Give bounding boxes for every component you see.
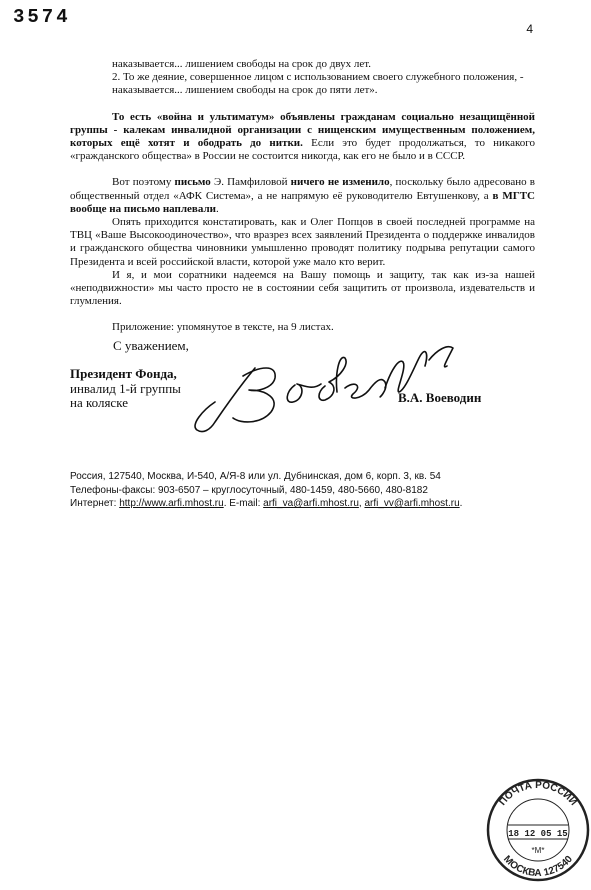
author-title: Президент Фонда, [70, 366, 177, 381]
handwritten-signature [185, 330, 475, 435]
footer-address: Россия, 127540, Москва, И-540, А/Я-8 или ул. Дубнинская, дом 6, корп. 3, кв. 54 [70, 471, 441, 482]
closing-regards: С уважением, [113, 338, 189, 353]
quote-line-3: наказывается... лишением свободы на срок до пяти лет». [112, 84, 378, 97]
author-line-2: инвалид 1-й группы [70, 380, 181, 396]
quote-line-2: 2. То же деяние, совершенное лицом с использованием своего служебного положения, - [112, 71, 524, 84]
svg-text:МОСКВА 127540 [501, 854, 575, 879]
stamp-center-mark: *М* [531, 846, 545, 855]
letter-body [70, 58, 535, 335]
paragraph-poptsov: Опять приходится констатировать, как и Олег Попцов в своей последней программе на ТВЦ «Ваше Высокоодиночество», что вразрез всех заявлений Президента о поддержке инвалидов и гражданского общества чиновники умышленно проводят политику подрыва репутации самого Президента и всей российской власти, которой уже мало кто верит. [70, 216, 535, 268]
quote-line-1: наказывается... лишением свободы на срок до двух лет. [112, 58, 371, 70]
page-number: 3574 [13, 6, 71, 28]
paragraph-pamfilova-letter: Вот поэтому письмо Э. Памфиловой ничего не изменило, поскольку было адресовано в общественный отдел «АФК Система», а не напрямую её руководителю Евтушенкову, а в МГТС вообще на письмо наплевали. [70, 176, 536, 215]
stamp-date: 18 12 05 15 [508, 829, 568, 839]
footer-phones: Телефоны-факсы: 903-6507 – круглосуточный, 480-1459, 480-5660, 480-8182 [70, 484, 428, 496]
stamp-bottom-text: МОСКВА 127540 [501, 853, 575, 880]
paragraph-help-request: И я, и мои соратники надеемся на Вашу помощь и защиту, так как из-за нашей «неподвижности» мы часто просто не в состоянии себя защитить от произвола, издевательств и глумления. [70, 268, 535, 308]
attachment-note: Приложение: упомянутое в тексте, на 9 листах. [112, 321, 334, 334]
author-block [70, 367, 181, 411]
paragraph-war-ultimatum: То есть «война и ультиматум» объявлены гражданам социально незащищённой группы - калекам инвалидной организации с нищенским имущественным положением, которых ещё хотят и ободрать до нитки. Если это будет продолжаться, то никакого «гражданского общества» в России не состоится никогда, как его не было и в СССР. [70, 110, 535, 163]
sheet-number: 4 [526, 22, 533, 36]
footer-internet: Интернет: http://www.arfi.mhost.ru. E-mail: arfi_va@arfi.mhost.ru, arfi_vv@arfi.mhost.ru. [70, 498, 463, 509]
postal-stamp [482, 770, 591, 882]
email-link-1[interactable]: arfi_va@arfi.mhost.ru [263, 498, 359, 509]
svg-text:ПОЧТА РОССИИ [497, 780, 578, 808]
contact-footer [70, 470, 540, 511]
signer-name: В.А. Воеводин [398, 390, 482, 405]
author-line-3: на коляске [70, 395, 128, 410]
stamp-top-text: ПОЧТА РОССИИ [497, 779, 579, 808]
email-link-2[interactable]: arfi_vv@arfi.mhost.ru [364, 498, 460, 509]
website-link[interactable]: http://www.arfi.mhost.ru [119, 498, 224, 509]
